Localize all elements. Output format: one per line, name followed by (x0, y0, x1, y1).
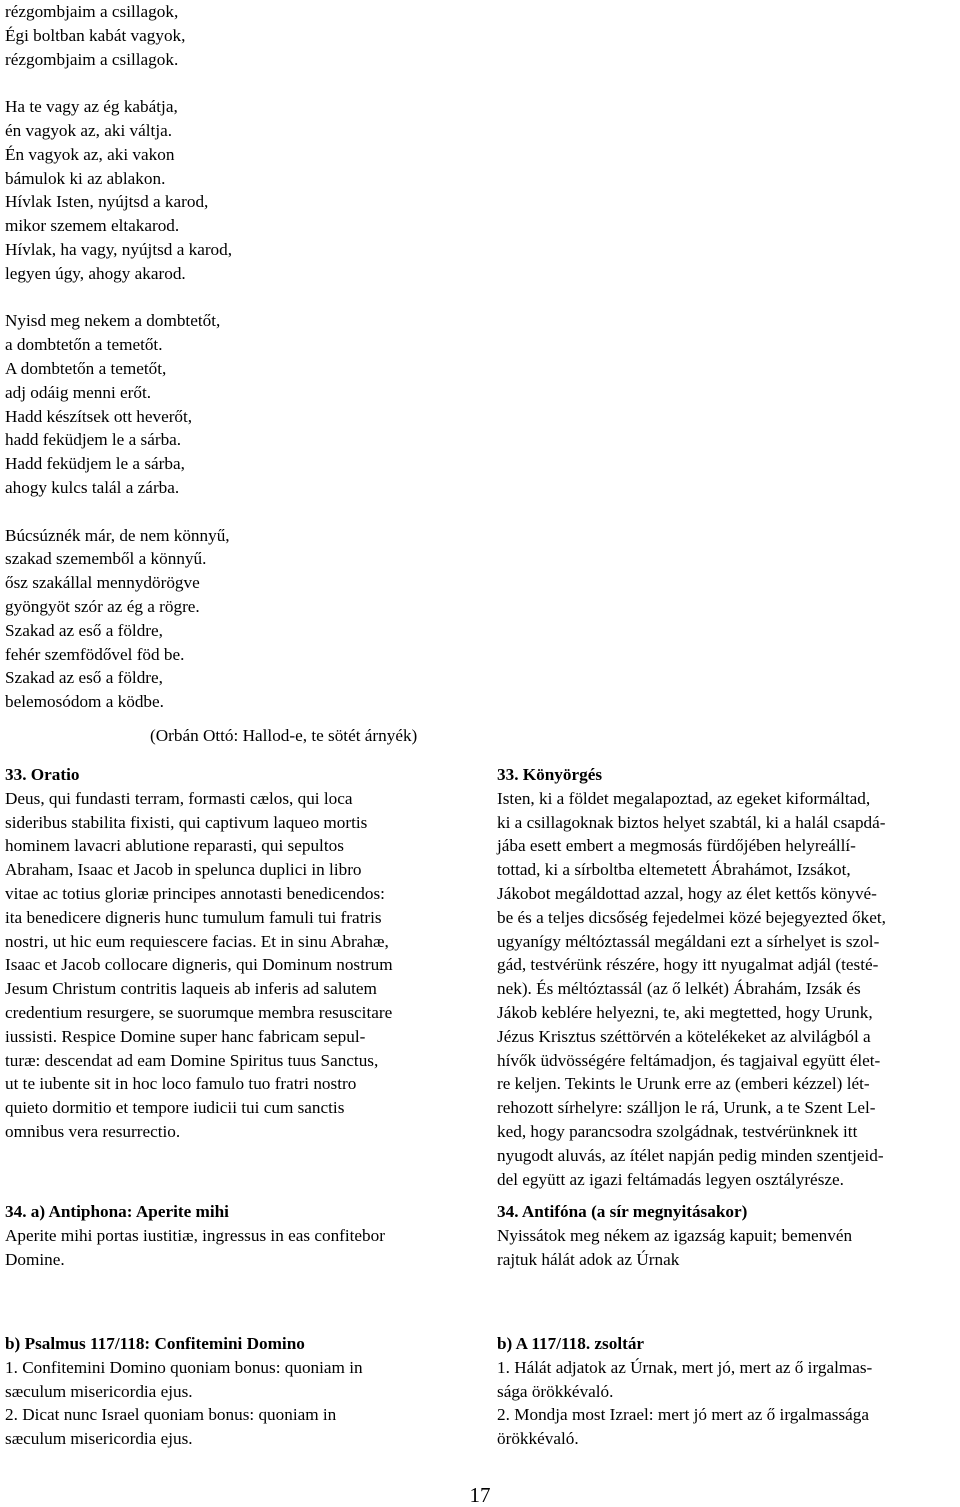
text-line: sæculum misericordia ejus. (5, 1381, 193, 1401)
text-line: hominem lavacri ablutione reparasti, qui sepultos (5, 836, 344, 856)
section-heading: 34. a) Antiphona: Aperite mihi (5, 1202, 229, 1221)
antiphona-latin (5, 1200, 465, 1271)
section-heading: b) A 117/118. zsoltár (497, 1334, 645, 1353)
text-line: Aperite mihi portas iustitiæ, ingressus in eas confitebor (5, 1225, 385, 1245)
poem-line: Én vagyok az, aki vakon (5, 144, 175, 164)
text-line: be és a teljes dicsőség fejedelmei közé bejegyezted őket, (497, 907, 886, 927)
text-line: Deus, qui fundasti terram, formasti cælos, qui loca (5, 788, 353, 808)
poem-line: Szakad az eső a földre, (5, 668, 163, 688)
poem-line: legyen úgy, ahogy akarod. (5, 263, 186, 283)
text-line: Domine. (5, 1249, 65, 1269)
text-line: quieto dormitio et tempore iudicii tui cum sanctis (5, 1098, 345, 1118)
text-line: Jákobot megáldottad azzal, hogy az élet kettős könyvé- (497, 883, 877, 903)
poem-attribution: (Orbán Ottó: Hallod-e, te sötét árnyék) (150, 726, 418, 745)
text-line: Jézus Krisztus széttörvén a kötelékeket az alvilágból a (497, 1026, 871, 1046)
text-line: 2. Dicat nunc Israel quoniam bonus: quoniam in (5, 1405, 337, 1425)
stanza-2 (5, 95, 475, 285)
poem-line: Hívlak, ha vagy, nyújtsd a karod, (5, 239, 233, 259)
text-line: nostri, ut hic eum requiescere facias. Et in sinu Abrahæ, (5, 931, 389, 951)
page-number: 17 (469, 1483, 491, 1507)
poem-line: bámulok ki az ablakon. (5, 168, 166, 188)
poem-line: gyöngyöt szór az ég a rögre. (5, 596, 200, 616)
poem-line: Nyisd meg nekem a dombtetőt, (5, 311, 221, 331)
section-heading: b) Psalmus 117/118: Confitemini Domino (5, 1334, 305, 1353)
text-line: credentium resurgere, se suorumque membra resuscitare (5, 1002, 393, 1022)
stanza-gap (5, 286, 475, 310)
poem-line: Ha te vagy az ég kabátja, (5, 97, 178, 117)
poem-line: szakad szememből a könnyű. (5, 549, 207, 569)
text-line: sæculum misericordia ejus. (5, 1429, 193, 1449)
section-heading: 33. Oratio (5, 765, 80, 784)
poem-line: mikor szemem eltakarod. (5, 216, 180, 236)
stanza-gap (5, 500, 475, 524)
text-line: Isaac et Jacob collocare digneris, qui Dominum nostrum (5, 955, 393, 975)
poem-line: Hadd feküdjem le a sárba, (5, 454, 185, 474)
oratio-latin (5, 763, 465, 1144)
text-line: ugyanígy méltóztassál megáldani ezt a sírhelyet is szol- (497, 931, 880, 951)
text-line: omnibus vera resurrectio. (5, 1121, 181, 1141)
text-line: ki a csillagoknak biztos helyet szabtál, ki a halál csapdá- (497, 812, 886, 832)
text-line: nek). És méltóztassál (az ő lelkét) Ábrahám, Izsák és (497, 979, 861, 999)
text-line: gád, testvérünk részére, hogy itt nyugalmat adjál (testé- (497, 955, 879, 975)
text-line: ita benedicere digneris hunc tumulum famuli tui fratris (5, 907, 382, 927)
text-line: Nyissátok meg nékem az igazság kapuit; bemenvén (497, 1225, 853, 1245)
poem-line: Búcsúznék már, de nem könnyű, (5, 525, 230, 545)
text-line: del együtt az igazi feltámadás legyen osztályrésze. (497, 1169, 844, 1189)
poem (5, 0, 475, 714)
text-line: re keljen. Tekints le Urunk erre az (emberi kézzel) lét- (497, 1074, 870, 1094)
poem-line: a dombtetőn a temetőt. (5, 335, 163, 355)
antiphona-hungarian (497, 1200, 957, 1271)
stanza-gap (5, 71, 475, 95)
poem-line: Hadd készítsek ott heverőt, (5, 406, 193, 426)
poem-line: én vagyok az, aki váltja. (5, 120, 173, 140)
poem-line: rézgombjaim a csillagok, (5, 2, 179, 21)
section-heading: 34. Antifóna (a sír megnyitásakor) (497, 1202, 748, 1221)
poem-line: Hívlak Isten, nyújtsd a karod, (5, 192, 209, 212)
section-heading: 33. Könyörgés (497, 765, 603, 784)
poem-line: adj odáig menni erőt. (5, 382, 152, 402)
poem-line: ősz szakállal mennydörögve (5, 573, 200, 593)
poem-line: A dombtetőn a temetőt, (5, 358, 167, 378)
text-line: hívők üdvösségére feltámadjon, és tagjaival együtt élet- (497, 1050, 881, 1070)
text-line: nyugodt aluvás, az ítélet napján pedig minden szentjeid- (497, 1145, 884, 1165)
text-line: ut te iubente sit in hoc loco famulo tuo fratri nostro (5, 1074, 357, 1094)
text-line: jába esett embert a megmosás fürdőjében helyreállí- (497, 836, 856, 856)
stanza-1 (5, 0, 475, 71)
text-line: rajtuk hálát adok az Úrnak (497, 1249, 680, 1269)
stanza-3 (5, 309, 475, 499)
oratio-hungarian (497, 763, 957, 1191)
text-line: ked, hogy parancsodra szolgádnak, testvérünknek itt (497, 1121, 858, 1141)
text-line: tottad, ki a sírboltba eltemetett Ábrahámot, Izsákot, (497, 860, 851, 880)
text-line: sága örökkévaló. (497, 1381, 614, 1401)
poem-line: Szakad az eső a földre, (5, 620, 163, 640)
poem-line: Égi boltban kabát vagyok, (5, 25, 186, 45)
text-line: 1. Hálát adjatok az Úrnak, mert jó, mert az ő irgalmas- (497, 1357, 873, 1377)
psalmus-latin (5, 1332, 465, 1451)
text-line: Abraham, Isaac et Jacob in spelunca duplici in libro (5, 860, 362, 880)
text-line: Isten, ki a földet megalapoztad, az egeket kiformáltad, (497, 788, 871, 808)
stanza-4 (5, 524, 475, 714)
text-line: örökkévaló. (497, 1429, 579, 1449)
text-line: 2. Mondja most Izrael: mert jó mert az ő irgalmassága (497, 1405, 869, 1425)
poem-line: rézgombjaim a csillagok. (5, 49, 179, 69)
text-line: turæ: descendat ad eam Domine Spiritus tuus Sanctus, (5, 1050, 379, 1070)
text-line: vitae ac totius gloriæ principes annotasti benedicendos: (5, 883, 385, 903)
poem-line: ahogy kulcs talál a zárba. (5, 477, 180, 497)
text-line: sideribus stabilita fixisti, qui captivum laqueo mortis (5, 812, 368, 832)
poem-line: hadd feküdjem le a sárba. (5, 430, 182, 450)
text-line: iussisti. Respice Domine super hanc fabricam sepul- (5, 1026, 366, 1046)
text-line: 1. Confitemini Domino quoniam bonus: quoniam in (5, 1357, 363, 1377)
poem-line: belemosódom a ködbe. (5, 692, 164, 712)
text-line: Jákob keblére helyezni, te, aki megtetted, hogy Urunk, (497, 1002, 873, 1022)
text-line: Jesum Christum contritis laqueis ab inferis ad salutem (5, 979, 377, 999)
poem-line: fehér szemfödővel föd be. (5, 644, 185, 664)
text-line: rehozott sírhelyre: szálljon le rá, Urunk, a te Szent Lel- (497, 1098, 876, 1118)
psalmus-hungarian (497, 1332, 957, 1451)
